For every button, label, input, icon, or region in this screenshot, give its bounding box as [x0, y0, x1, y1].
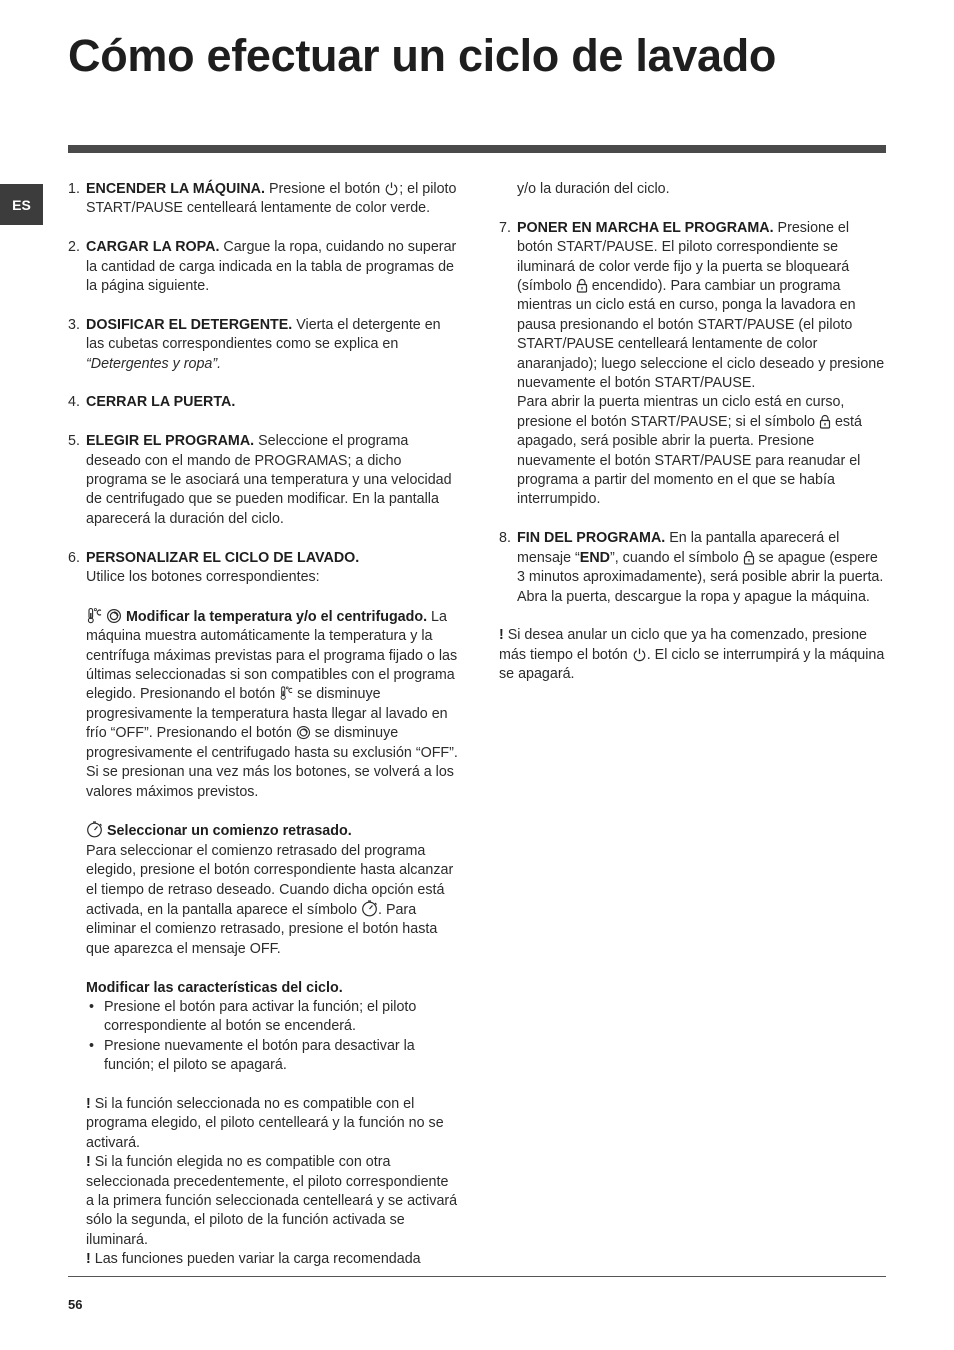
step-text: ”, cuando el símbolo [609, 549, 743, 566]
step-text: Cargue la ropa, cuidando no superar la cantidad de carga indicada en la tabla de programas de la página siguiente. [86, 239, 457, 295]
step-number: 8. [499, 530, 511, 547]
delay-start-section [86, 821, 460, 959]
step-6-continued: y/o la duración del ciclo. [517, 181, 670, 197]
language-tab: ES [0, 184, 43, 225]
spin-icon [296, 725, 311, 740]
step-heading: ENCENDER LA MÁQUINA. [86, 181, 265, 197]
step-5 [68, 432, 460, 529]
step-number: 6. [68, 549, 80, 566]
cancel-cycle-note [499, 626, 887, 684]
step-text: ; el piloto START/PAUSE centelleará lentamente de color verde. [86, 181, 457, 217]
step-text: se disminuye progresivamente la temperatura hasta llegar al lavado en frío “OFF”. Presionando el botón [86, 686, 448, 742]
warning-note [86, 1095, 460, 1153]
step-heading: CERRAR LA PUERTA. [86, 394, 236, 411]
temperature-spin-section [86, 607, 460, 802]
step-heading: PERSONALIZAR EL CICLO DE LAVADO. [86, 549, 360, 566]
step-2 [68, 238, 460, 296]
step-text: Para abrir la puerta mientras un ciclo está en curso, presione el botón START/PAUSE; si el símbolo [517, 394, 845, 430]
lock-icon [576, 278, 588, 293]
exclamation-mark: ! [86, 1251, 91, 1268]
temperature-spin-heading: Modificar la temperatura y/o el centrifugado. [125, 608, 428, 625]
step-number: 7. [499, 219, 511, 236]
exclamation-mark: ! [499, 627, 504, 644]
step-text: En la pantalla aparecerá el mensaje “ [517, 530, 840, 566]
step-7 [499, 219, 887, 510]
thermometer-icon [279, 685, 293, 701]
delay-start-heading: Seleccionar un comienzo retrasado. [106, 823, 352, 840]
cycle-features-section [86, 979, 460, 1076]
step-text: . Para eliminar el comienzo retrasado, presione el botón hasta que aparezca el mensaje OFF. [86, 901, 438, 957]
note-text: Si desea anular un ciclo que ya ha comenzado, presione más tiempo el botón [499, 627, 867, 663]
step-heading: CARGAR LA ROPA. [86, 239, 220, 256]
exclamation-mark: ! [86, 1154, 91, 1171]
spin-icon [106, 608, 122, 624]
step-heading: PONER EN MARCHA EL PROGRAMA. [517, 219, 774, 236]
features-bullet-list [86, 998, 460, 1076]
timer-icon [86, 821, 103, 838]
step-number: 4. [68, 394, 80, 411]
step-number: 2. [68, 239, 80, 256]
step-number: 3. [68, 316, 80, 333]
step-number: 1. [68, 181, 80, 197]
lock-icon [743, 550, 755, 565]
cycle-features-heading: Modificar las características del ciclo. [86, 979, 343, 996]
step-heading: FIN DEL PROGRAMA. [517, 530, 666, 547]
page-number: 56 [68, 1297, 83, 1312]
step-text: Vierta el detergente en las cubetas correspondientes como se explica en [86, 316, 441, 353]
step-3 [68, 316, 460, 374]
end-message: END [579, 549, 610, 566]
step-text: se disminuye progresivamente el centrifugado hasta su exclusión “OFF”. Si se presionan una vez más los botones, se volverá a los valores máximos previstos. [86, 725, 458, 800]
left-column [68, 180, 460, 1289]
step-1 [68, 180, 460, 219]
power-icon [632, 647, 647, 662]
thermometer-icon [86, 607, 102, 624]
warning-note [86, 1153, 460, 1250]
step-text: Para seleccionar el comienzo retrasado del programa elegido, presione el botón correspondiente hasta alcanzar el tiempo de retraso deseado. Cuando dicha opción está activada, en la pantalla aparece el símbolo [86, 842, 454, 918]
note-text: Las funciones pueden variar la carga recomendada [94, 1251, 421, 1268]
lock-icon [819, 414, 831, 429]
note-text: Si la función elegida no es compatible con otra seleccionada precedentemente, el piloto correspondiente a la primera función seleccionada centelleará y se activará sólo la segunda, el piloto de la función activada se iluminará. [86, 1154, 458, 1248]
warning-notes [86, 1095, 460, 1270]
exclamation-mark: ! [86, 1095, 91, 1112]
step-text: Utilice los botones correspondientes: [86, 569, 320, 586]
step-heading: DOSIFICAR EL DETERGENTE. [86, 316, 293, 333]
note-text: Si la función seleccionada no es compatible con el programa elegido, el piloto centelleará y la función no se activará. [86, 1095, 444, 1151]
step-text: La máquina muestra automáticamente la temperatura y la centrífuga máximas previstas para el programa fijado o las últimas seleccionadas si son compatibles con el programa elegido. Presionando el botón [86, 608, 458, 703]
step-heading: ELEGIR EL PROGRAMA. [86, 433, 255, 450]
warning-note [86, 1250, 460, 1269]
step-4 [68, 393, 460, 412]
step-number: 5. [68, 433, 80, 450]
list-item: • Presione el botón para activar la función; el piloto correspondiente al botón se encenderá. [86, 998, 460, 1037]
note-text: . El ciclo se interrumpirá y la máquina se apagará. [499, 646, 885, 683]
step-text: está apagado, será posible abrir la puerta. Presione nuevamente el botón START/PAUSE para reanudar el programa a partir del momento en el que se había interrumpido. [517, 413, 862, 508]
footer-divider [68, 1276, 886, 1277]
list-item: • Presione nuevamente el botón para desactivar la función; el piloto se apagará. [86, 1037, 460, 1076]
right-column [499, 180, 887, 685]
timer-icon [361, 900, 378, 917]
cross-reference: “Detergentes y ropa”. [86, 355, 222, 372]
step-text: Presione el botón START/PAUSE. El piloto correspondiente se iluminará de color verde fijo y la puerta se bloqueará (símbolo [517, 219, 850, 295]
step-text: Presione el botón [264, 181, 385, 197]
step-text: encendido). Para cambiar un programa mientras un ciclo está en curso, ponga la lavadora en pausa presionando el botón START/PAUSE (el piloto START/PAUSE centelleará lentamente de color anaranjado); luego seleccione el ciclo deseado y presione nuevamente el botón START/PAUSE. [517, 278, 885, 392]
step-8 [499, 529, 887, 607]
step-text: Seleccione el programa deseado con el mando de PROGRAMAS; a dicho programa se le asociará una temperatura y una velocidad de centrifugado que se pueden modificar. En la pantalla aparecerá la duración del ciclo. [86, 433, 452, 527]
page-title: Cómo efectuar un ciclo de lavado [68, 30, 777, 81]
title-divider [68, 145, 886, 153]
step-text: se apague (espere 3 minutos aproximadamente), será posible abrir la puerta. Abra la puerta, descargue la ropa y apague la máquina. [517, 549, 884, 605]
step-6 [68, 549, 460, 1270]
power-icon [384, 181, 399, 196]
